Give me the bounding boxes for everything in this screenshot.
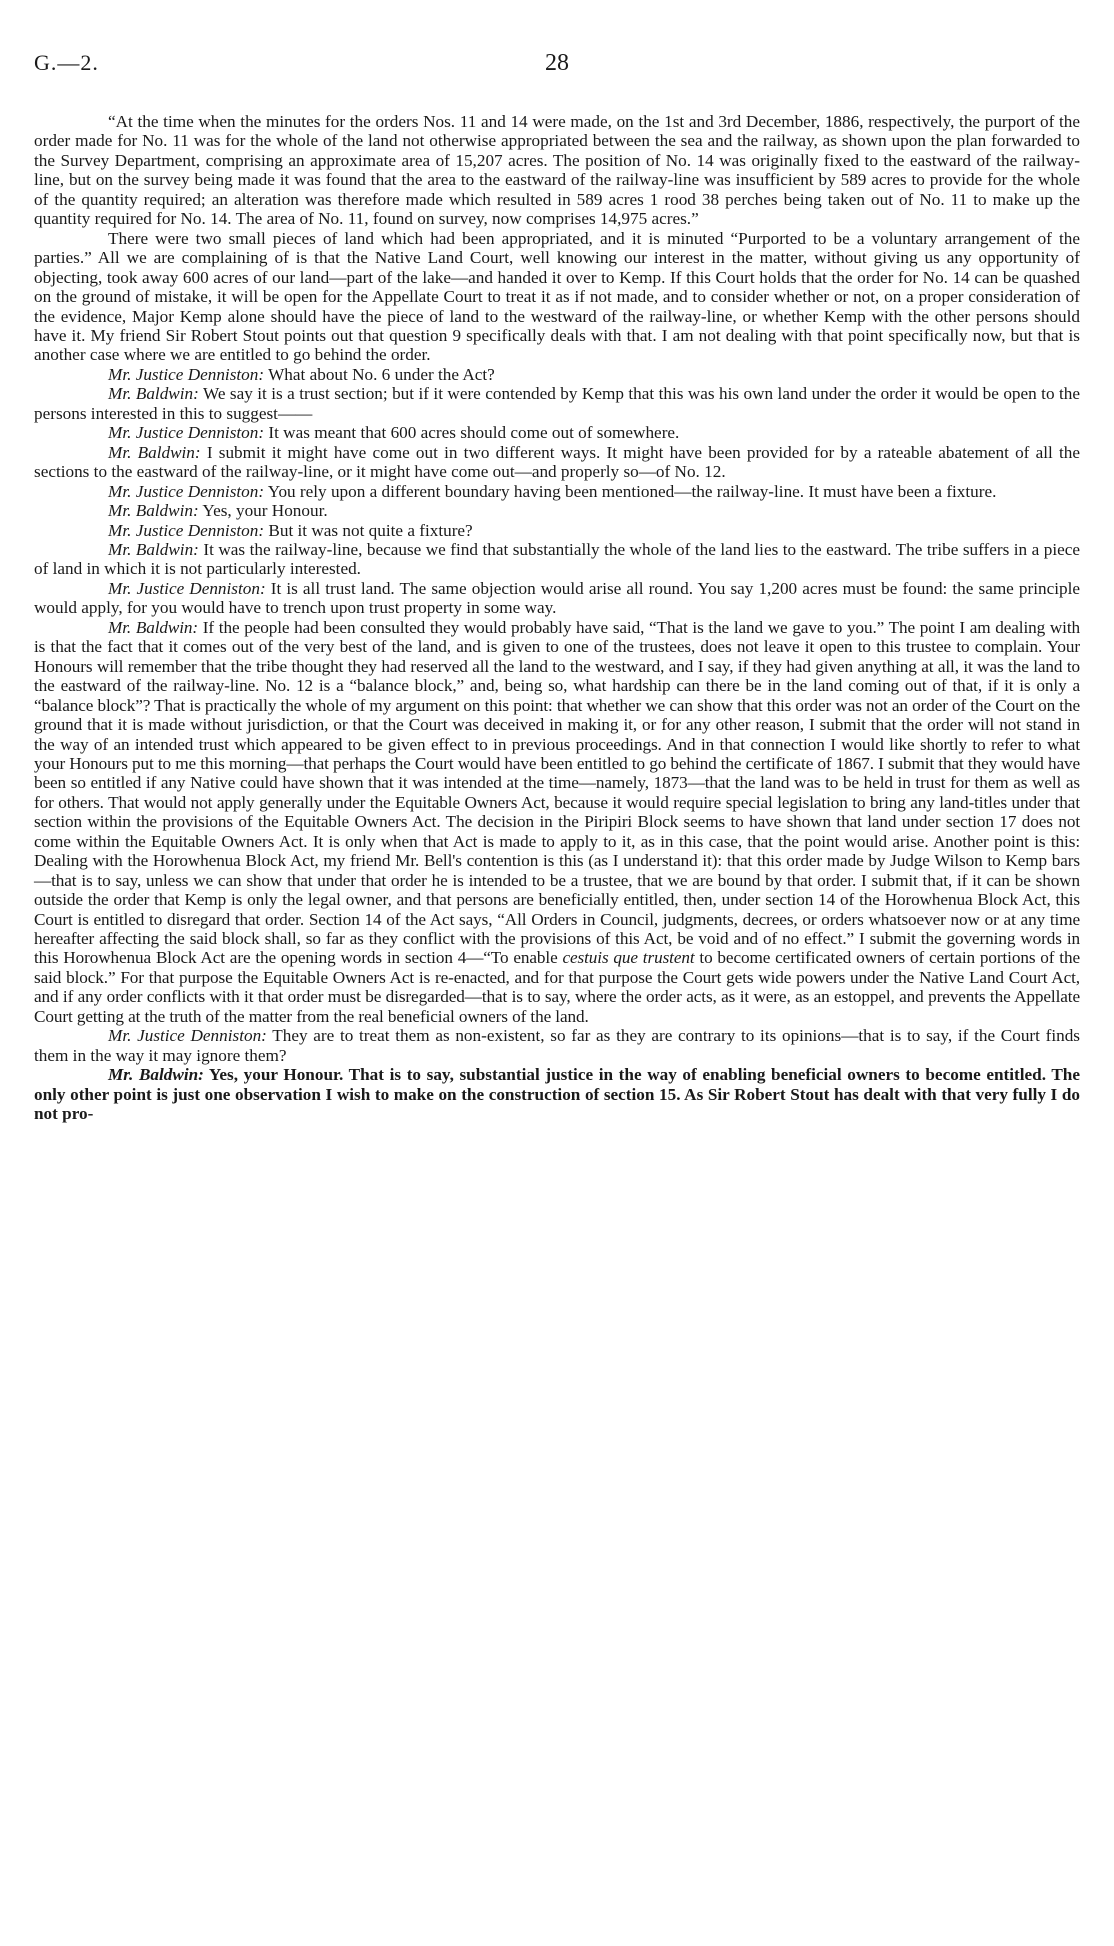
speaker-name: Mr. Baldwin:	[108, 1065, 204, 1085]
speaker-name: Mr. Justice Denniston:	[108, 481, 265, 501]
dialogue-line	[34, 540, 1080, 579]
speaker-name: Mr. Baldwin:	[108, 539, 199, 559]
dialogue-text: It was the railway-line, because we find that substantially the whole of the land lies to the eastward. The tribe suffers in a piece of land in which it is not particularly interested.	[34, 539, 1080, 579]
document-reference: G.—2.	[34, 50, 99, 75]
dialogue-line	[34, 423, 1080, 442]
dialogue-line	[34, 482, 1080, 501]
dialogue-text: But it was not quite a fixture?	[264, 520, 473, 540]
speaker-name: Mr. Baldwin:	[108, 384, 199, 404]
dialogue-line	[34, 384, 1080, 423]
dialogue-line	[34, 443, 1080, 482]
dialogue-text-continued: to become certificated owners of certain portions of the said block.” For that purpose the Equitable Owners Act is re-enacted, and for that purpose the Court gets wide powers under the Native Land Court Act, and if any order conflicts with it that order must be disregarded—that is to say, where the order acts, as it were, as an estoppel, and prevents the Appellate Court getting at the truth of the matter from the real beneficial owners of the land.	[34, 948, 1080, 1026]
dialogue-text: Yes, your Honour. That is to say, substantial justice in the way of enabling beneficial owners to become entitled. The only other point is just one observation I wish to make on the construction of section 15. As Sir Robert Stout has dealt with that very fully I do not pro-	[34, 1065, 1080, 1124]
dialogue-text: It is all trust land. The same objection would arise all round. You say 1,200 acres must be found: the same principle would apply, for you would have to trench upon trust property in some way.	[34, 578, 1080, 618]
dialogue-text: If the people had been consulted they would probably have said, “That is the land we gave to you.” The point I am dealing with is that the fact that it comes out of the very best of the land, and is given to one of the trustees, does not leave it open to this trustee to complain. Your Honours will remember that the tribe thought they had reserved all the land to the westward, and I say, if they had given anything at all, it was the land to the eastward of the railway-line. No. 12 is a “balance block,” and, being so, what hardship can there be in the land coming out of that, if it is only a “balance block”? That is practically the whole of my argument on this point: that whether we can show that this order was not an order of the Court on the ground that it is made without jurisdiction, or that the Court was deceived in making it, or for any other reason, I submit that the order will not stand in the way of an intended trust which appeared to be given effect to in previous proceedings. And in that connection I would like shortly to refer to what your Honours put to me this morning—that perhaps the Court would have been entitled to go behind the certificate of 1867. I submit that they would have been so entitled if any Native could have shown that it was intended at the time—namely, 1873—that the land was to be held in trust for them as well as for others. That would not apply generally under the Equitable Owners Act, because it would require special legislation to bring any land-titles under that section within the provisions of the Equitable Owners Act. The decision in the Piripiri Block seems to have shown that land under section 17 does not come within the Equitable Owners Act. It is only when that Act is made to apply to it, as in this case, that the point would arise. Another point is this: Dealing with the Horowhenua Block Act, my friend Mr. Bell's contention is this (as I understand it): that this order made by Judge Wilson to Kemp bars—that is to say, unless we can show that under that order he is intended to be a trustee, that we are bound by that order. I submit that, if it can be shown outside the order that Kemp is only the legal owner, and that persons are beneficially entitled, then, under section 14 of the Horowhenua Block Act, this Court is entitled to disregard that order. Section 14 of the Act says, “All Orders in Council, judgments, decrees, or orders whatsoever now or at any time hereafter affecting the said block shall, so far as they conflict with the provisions of this Act, be void and of no effect.” I submit the governing words in this Horowhenua Block Act are the opening words in section 4—“To enable	[34, 617, 1081, 968]
dialogue-text: You rely upon a different boundary having been mentioned—the railway-line. It must have been a fixture.	[264, 481, 997, 501]
dialogue-line	[34, 521, 1080, 540]
dialogue-text: What about No. 6 under the Act?	[264, 364, 495, 384]
speaker-name: Mr. Justice Denniston:	[108, 423, 265, 443]
document-body	[34, 112, 1080, 1124]
dialogue-line	[34, 365, 1080, 384]
speaker-name: Mr. Baldwin:	[108, 442, 201, 462]
dialogue-line	[34, 501, 1080, 520]
speaker-name: Mr. Justice Denniston:	[108, 578, 266, 598]
speaker-name: Mr. Justice Denniston:	[108, 1026, 267, 1046]
italic-phrase: cestuis que trustent	[562, 948, 695, 968]
paragraph-argument: There were two small pieces of land which had been appropriated, and it is minuted “Purported to be a voluntary arrangement of the parties.” All we are complaining of is that the Native Land Court, well knowing our interest in the matter, without giving us any opportunity of objecting, took away 600 acres of our land—part of the lake—and handed it over to Kemp. If this Court holds that the order for No. 14 can be quashed on the ground of mistake, it will be open for the Appellate Court to treat it as if not made, and to consider whether or not, on a proper consideration of the evidence, Major Kemp alone should have the piece of land to the westward of the railway-line, or whether Kemp with the other persons should have it. My friend Sir Robert Stout points out that question 9 specifically deals with that. I am not dealing with that point specifically now, but that is another case where we are entitled to go behind the order.	[34, 228, 1080, 365]
dialogue-text: It was meant that 600 acres should come out of somewhere.	[264, 423, 680, 443]
dialogue-line	[34, 1065, 1080, 1123]
speaker-name: Mr. Baldwin:	[108, 501, 199, 521]
dialogue-text: I submit it might have come out in two different ways. It might have been provided for by a rateable abatement of all the sections to the eastward of the railway-line, or it might have come out—and properly so—of No. 12.	[34, 442, 1080, 482]
dialogue-line	[34, 618, 1080, 1027]
dialogue-text: Yes, your Honour.	[198, 501, 328, 521]
dialogue-line	[34, 579, 1080, 618]
speaker-name: Mr. Justice Denniston:	[108, 520, 265, 540]
speaker-name: Mr. Justice Denniston:	[108, 364, 265, 384]
paragraph-quote: “At the time when the minutes for the orders Nos. 11 and 14 were made, on the 1st and 3rd December, 1886, respectively, the purport of the order made for No. 11 was for the whole of the land not otherwise appropriated between the sea and the railway, as shown upon the plan forwarded to the Survey Department, comprising an approximate area of 15,207 acres. The position of No. 14 was originally fixed to the eastward of the railway-line, but on the survey being made it was found that the area to the eastward of the railway-line was insufficient by 589 acres to provide for the whole of the quantity required; an alteration was therefore made which resulted in 589 acres 1 rood 38 perches being taken out of No. 11 to make up the quantity required for No. 14. The area of No. 11, found on survey, now comprises 14,975 acres.”	[34, 112, 1080, 229]
page-header	[34, 50, 1080, 84]
page-number: 28	[545, 50, 569, 76]
dialogue-text: We say it is a trust section; but if it were contended by Kemp that this was his own land under the order it would be open to the persons interested in this to suggest——	[34, 384, 1080, 423]
speaker-name: Mr. Baldwin:	[108, 617, 199, 637]
dialogue-line	[34, 1026, 1080, 1065]
dialogue-text: They are to treat them as non-existent, so far as they are contrary to its opinions—that is to say, if the Court finds them in the way it may ignore them?	[34, 1026, 1080, 1065]
